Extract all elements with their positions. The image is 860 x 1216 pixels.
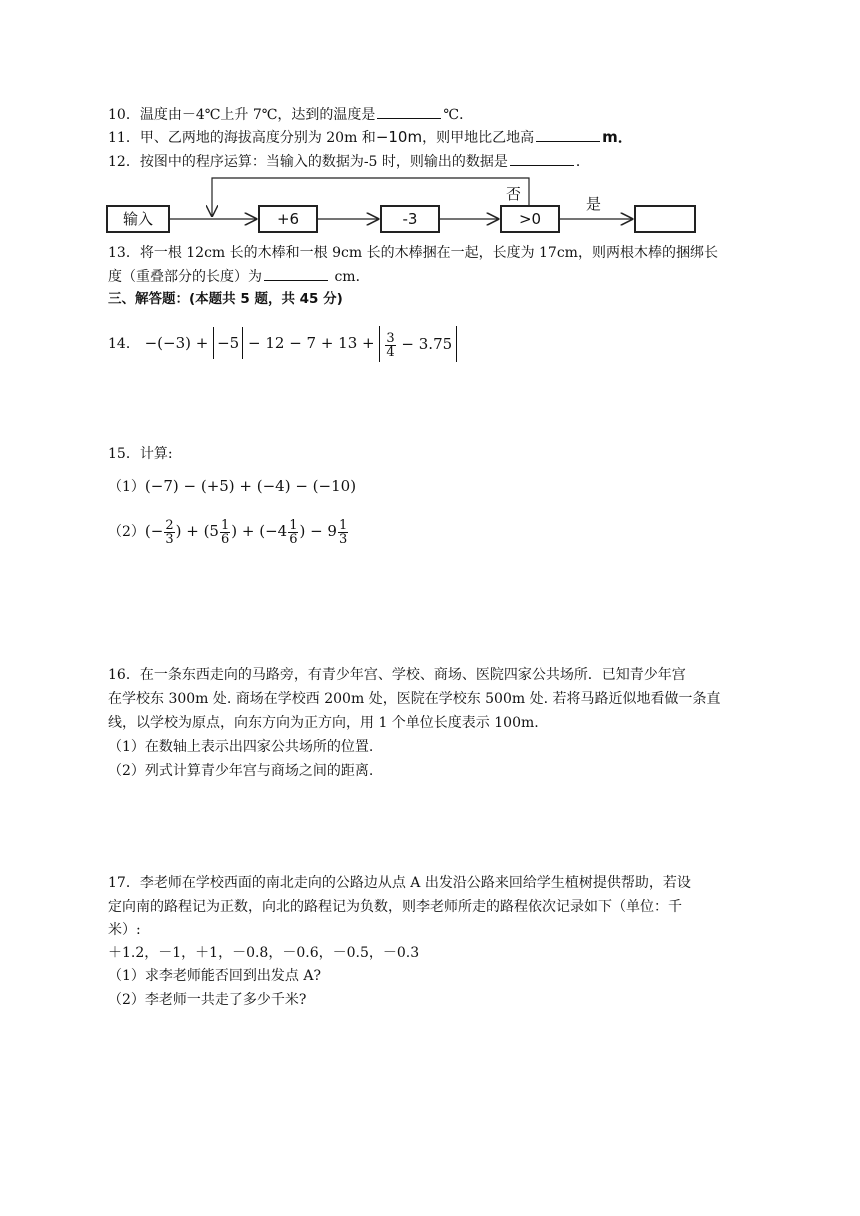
question-17-data: ＋1.2，－1，＋1，－0.8，－0.6，－0.5，－0.3 <box>108 945 420 961</box>
q10-blank <box>377 104 441 119</box>
q14-expr-b: − 12 − 7 + 13 + <box>243 334 380 352</box>
q11-text: 11．甲、乙两地的海拔高度分别为 20m 和 <box>108 130 376 146</box>
flow-input-box: 输入 <box>106 205 170 233</box>
q10-suffix: ℃． <box>443 107 474 123</box>
q11-suffix: m． <box>602 128 633 146</box>
q15-p2-frac-a-num: 2 <box>165 517 174 533</box>
q15-p1-label: （1） <box>108 479 145 495</box>
q13-suffix: cm． <box>330 269 370 285</box>
q15-p2-frac-d-den: 3 <box>338 531 348 547</box>
question-12 <box>108 151 590 172</box>
flow-add-box: +6 <box>258 205 318 233</box>
question-15-part1 <box>108 476 356 497</box>
question-13-line2 <box>108 266 370 287</box>
q15-p2-frac-b-num: 1 <box>220 517 230 533</box>
question-17-part1: （1）求李老师能否回到出发点 A? <box>108 968 321 984</box>
q13-blank <box>264 266 328 281</box>
question-10 <box>108 104 473 125</box>
q15-p2-frac-b-den: 6 <box>220 531 230 547</box>
question-16-line3: 线，以学校为原点，向东方向为正方向，用 1 个单位长度表示 100m. <box>108 715 539 731</box>
question-17-line3: 米）: <box>108 922 141 938</box>
question-13-line1: 13．将一根 12cm 长的木棒和一根 9cm 长的木棒捆在一起，长度为 17cm，则两根木棒的捆绑长 <box>108 245 718 261</box>
flow-subtract-box: -3 <box>380 205 440 233</box>
q10-text: 10．温度由－4℃上升 7℃，达到的温度是 <box>108 107 376 123</box>
q14-frac-num: 3 <box>386 330 395 346</box>
question-16-line2: 在学校东 300m 处. 商场在学校西 200m 处，医院在学校东 500m 处. 若将马路近似地看做一条直 <box>108 691 721 707</box>
question-14 <box>108 326 457 362</box>
question-15-part2 <box>108 514 349 549</box>
q14-frac-den: 4 <box>386 344 395 360</box>
question-11 <box>108 127 633 148</box>
question-17-line2: 定向南的路程记为正数，向北的路程记为负数，则李老师所走的路程依次记录如下（单位：千 <box>108 899 682 915</box>
q14-number: 14． <box>108 336 140 352</box>
q12-blank <box>510 151 574 166</box>
q15-p2-term-a: (− <box>144 522 164 540</box>
q15-p1-expr: (−7) − (+5) + (−4) − (−10) <box>144 477 357 495</box>
q15-p2-frac-d-num: 1 <box>338 517 348 533</box>
q12-text: 12．按图中的程序运算：当输入的数据为-5 时，则输出的数据是 <box>108 154 508 170</box>
question-16-part2: （2）列式计算青少年宫与商场之间的距离. <box>108 763 374 779</box>
q12-suffix: ． <box>575 154 590 170</box>
flow-output-box <box>634 205 696 233</box>
question-16-line1: 16．在一条东西走向的马路旁，有青少年宫、学校、商场、医院四家公共场所．已知青少年宫 <box>108 667 686 683</box>
flow-yes-label: 是 <box>586 195 602 213</box>
question-17-part2: （2）李老师一共走了多少千米? <box>108 992 307 1008</box>
q15-p2-frac-c-den: 6 <box>289 531 298 547</box>
q15-p2-term-d: ) − 9 <box>299 522 337 540</box>
q11-mid: ，则甲地比乙地高 <box>422 130 535 146</box>
q14-abs-value: −5 <box>213 327 243 359</box>
q13-text: 度（重叠部分的长度）为 <box>108 269 262 285</box>
q15-p2-term-c: ) + (−4 <box>231 522 288 540</box>
section-header: 三、解答题：(本题共 5 题，共 45 分) <box>108 291 343 307</box>
q15-p2-frac-a-den: 3 <box>165 531 174 547</box>
q15-p2-label: （2） <box>108 524 145 540</box>
flow-no-label: 否 <box>506 185 522 203</box>
question-17-line1: 17．李老师在学校西面的南北走向的公路边从点 A 出发沿公路来回给学生植树提供帮助，若设 <box>108 875 691 891</box>
q15-p2-frac-c-num: 1 <box>289 517 298 533</box>
q14-expr-c: − 3.75 <box>396 335 453 353</box>
q15-p2-term-b: ) + (5 <box>175 522 219 540</box>
q11-blank <box>536 127 600 142</box>
flow-condition-box: >0 <box>500 205 560 233</box>
question-16-part1: （1）在数轴上表示出四家公共场所的位置. <box>108 739 374 755</box>
question-15-title: 15．计算: <box>108 446 173 462</box>
q14-expr-a: −(−3) + <box>144 334 214 352</box>
q11-neg-value: −10m <box>375 128 423 146</box>
q14-abs-fraction <box>379 326 457 362</box>
